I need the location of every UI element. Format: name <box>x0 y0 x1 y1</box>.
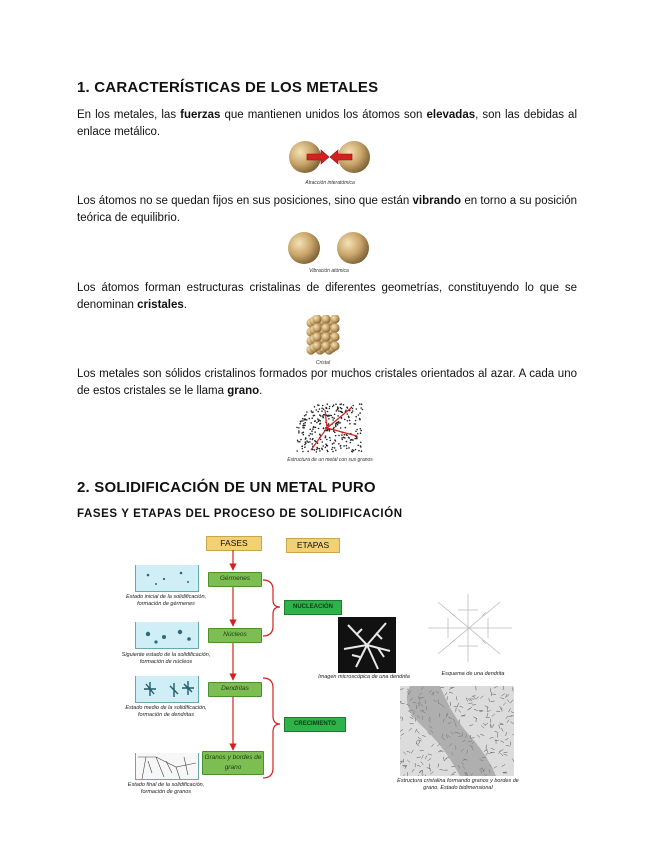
dendrite-micrograph <box>338 617 396 673</box>
vibration-illustration <box>284 229 374 269</box>
step-germenes: Gérmenes <box>208 572 262 587</box>
tank-dendritas <box>135 676 199 703</box>
step-nucleos: Núcleos <box>208 628 262 643</box>
dendrite-scheme <box>418 588 522 666</box>
grains-micrograph <box>400 686 514 776</box>
tank-caption-1: Estado inicial de la solidificación, formación de gérmenes <box>125 594 207 607</box>
paragraph-vibrando: Los átomos no se quedan fijos en sus posiciones, sino que están vibrando en torno a su posición teórica de equilibrio. <box>77 195 578 224</box>
crecimiento-tag: CRECIMIENTO <box>284 717 346 732</box>
tank-nucleos <box>135 622 199 649</box>
brace-crecimiento <box>263 678 280 778</box>
caption-attraction: Atracción interatómica <box>305 180 355 186</box>
crystal-illustration <box>303 315 343 361</box>
caption-crystal: Cristal <box>315 360 331 366</box>
atom-right <box>337 232 369 264</box>
section2-heading: 2. SOLIDIFICACIÓN DE UN METAL PURO <box>77 479 376 496</box>
paragraph-fuerzas: En los metales, las fuerzas que mantienen unidos los átomos son elevadas, son las debidas al enlace metálico. <box>77 109 577 138</box>
tank-granos <box>135 753 199 780</box>
section1-heading: 1. CARACTERÍSTICAS DE LOS METALES <box>77 79 379 96</box>
paragraph-grano: Los metales son sólidos cristalinos formados por muchos cristales orientados al azar. A cada uno de estos cristales se le llama grano. <box>77 368 577 397</box>
section2-subheading: FASES Y ETAPAS DEL PROCESO DE SOLIDIFICACIÓN <box>77 508 403 520</box>
tank-germenes <box>135 565 199 592</box>
caption-dendrite-scheme: Esquema de una dendrita <box>441 671 505 677</box>
nucleacion-tag: NUCLEACIÓN <box>284 600 342 615</box>
caption-vibration: Vibración atómica <box>309 268 349 274</box>
grain-structure-illustration <box>291 400 369 456</box>
attraction-illustration <box>285 138 375 178</box>
caption-grains-photo: Estructura cristalina formando granos y bordes de grano. Estado bidimensional <box>397 778 519 791</box>
tank-caption-4: Estado final de la solidificación, formación de granos <box>127 782 205 795</box>
fases-label: FASES <box>206 536 262 551</box>
step-dendritas: Dendritas <box>208 682 262 697</box>
tank-caption-3: Estado medio de la solidificación, formación de dendritas <box>125 705 207 718</box>
etapas-label: ETAPAS <box>286 538 340 553</box>
caption-grains: Estructura de un metal con sus granos <box>287 457 373 463</box>
tank-caption-2: Siguiente estado de la solidificación, formación de núcleos <box>121 652 211 665</box>
paragraph-cristales: Los átomos forman estructuras cristalinas de diferentes geometrías, constituyendo lo que se denominan cristales. <box>77 282 577 311</box>
caption-dendrite-photo: Imagen microscópica de una dendrita <box>318 674 410 680</box>
step-granos: Granos y bordes de grano <box>202 751 264 775</box>
brace-nucleacion <box>263 580 280 636</box>
atom-left <box>288 232 320 264</box>
